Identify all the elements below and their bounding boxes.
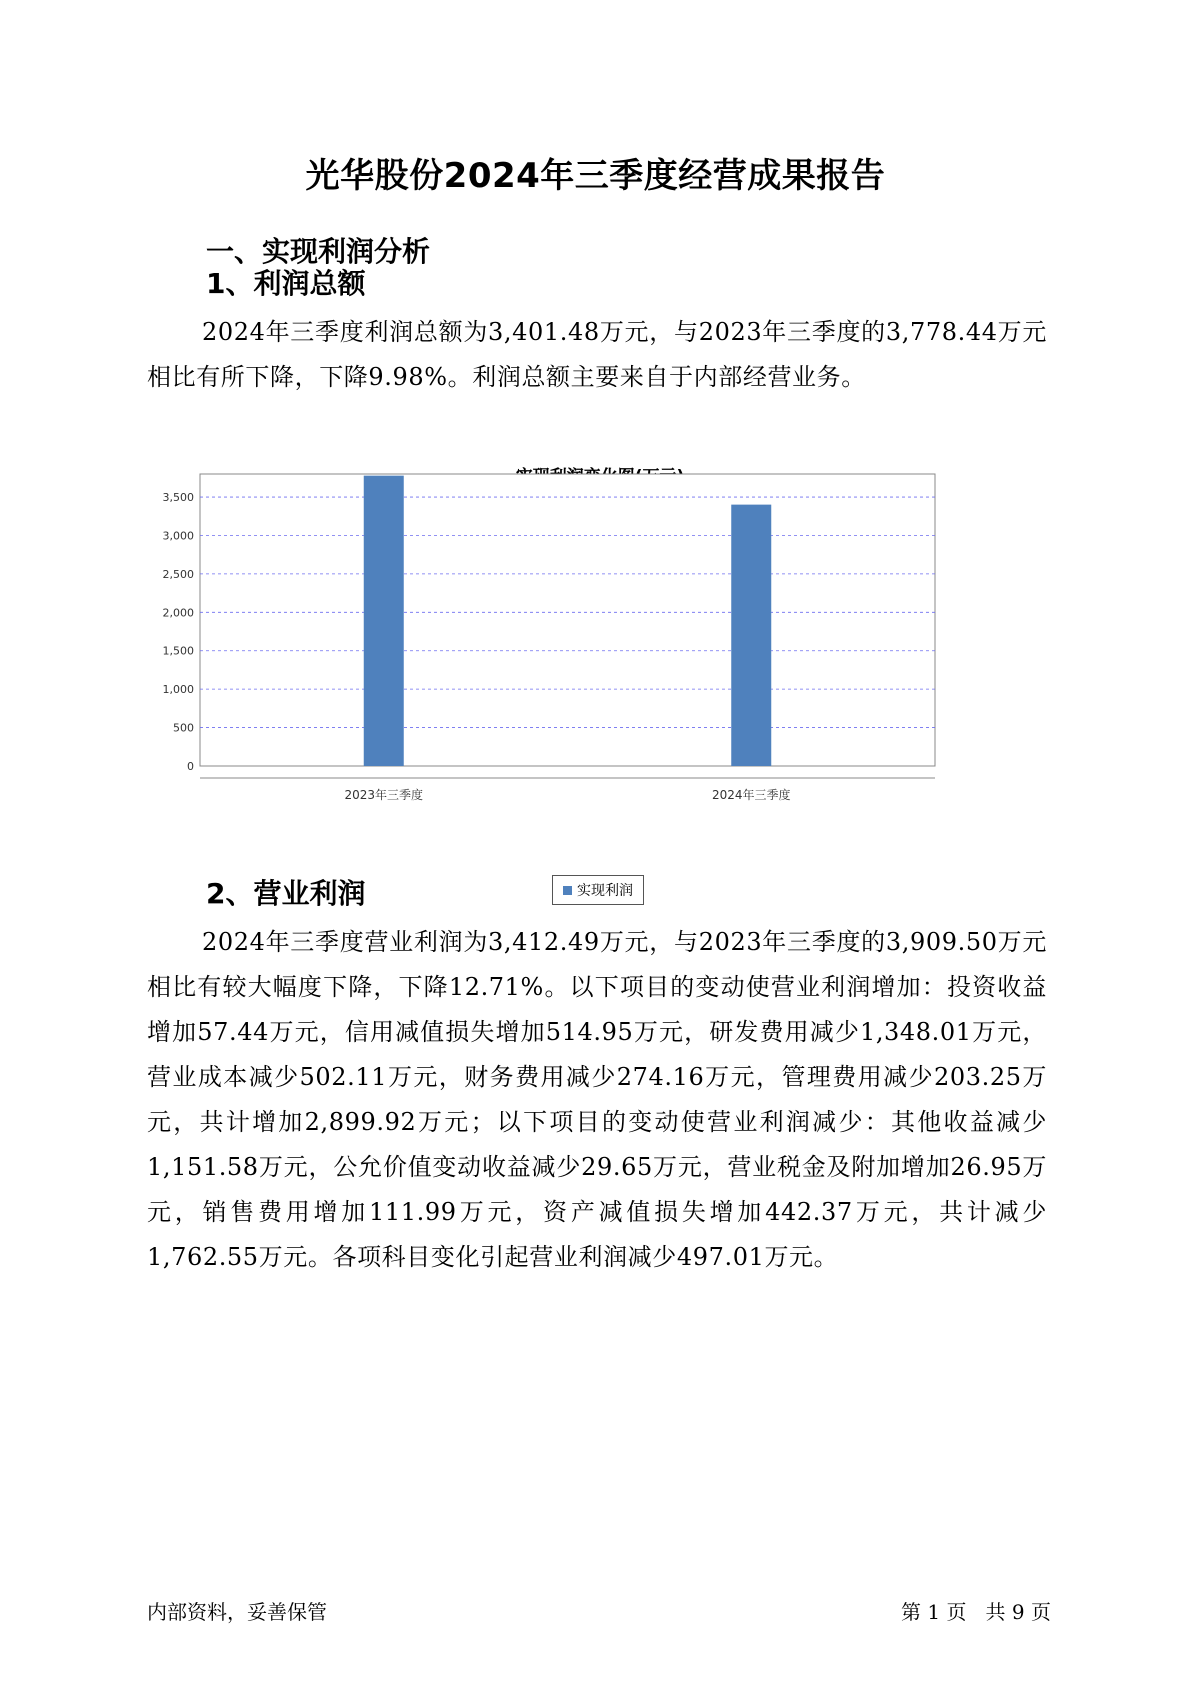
y-tick-label: 1,500 bbox=[162, 644, 194, 658]
paragraph-operating-profit: 2024年三季度营业利润为3,412.49万元，与2023年三季度的3,909.50万元相比有较大幅度下降，下降12.71%。以下项目的变动使营业利润增加：投资收益增加57.44万元，信用减值损失增加514.95万元，研发费用减少1,348.01万元，营业成本减少502.11万元，财务费用减少274.16万元，管理费用减少203.25万元，共计增加2,899.92万元；以下项目的变动使营业利润减少：其他收益减少1,151.58万元，公允价值变动收益减少29.65万元，营业税金及附加增加26.95万元，销售费用增加111.99万元，资产减值损失增加442.37万元，共计减少1,762.55万元。各项科目变化引起营业利润减少497.01万元。 bbox=[147, 928, 1047, 1271]
x-tick-label: 2024年三季度 bbox=[711, 788, 791, 802]
y-tick-label: 500 bbox=[173, 721, 194, 735]
section-heading: 一、实现利润分析 bbox=[206, 235, 431, 268]
bar bbox=[364, 476, 404, 766]
chart-legend bbox=[552, 875, 644, 905]
y-tick-label: 3,000 bbox=[162, 529, 194, 543]
x-tick-label: 2023年三季度 bbox=[344, 788, 424, 802]
bar bbox=[731, 505, 771, 766]
y-tick-label: 2,500 bbox=[162, 567, 194, 581]
y-tick-label: 0 bbox=[187, 760, 194, 773]
paragraph-profit-total: 2024年三季度利润总额为3,401.48万元，与2023年三季度的3,778.44万元相比有所下降，下降9.98%。利润总额主要来自于内部经营业务。 bbox=[147, 318, 1047, 391]
footer-page-number: 第 1 页 共 9 页 bbox=[901, 1600, 1051, 1624]
y-tick-label: 3,500 bbox=[162, 491, 194, 505]
document-title: 光华股份2024年三季度经营成果报告 bbox=[305, 156, 886, 196]
plot-frame bbox=[200, 474, 935, 766]
profit-bar-chart bbox=[160, 458, 1040, 898]
legend-label: 实现利润 bbox=[577, 883, 633, 899]
chart-canvas bbox=[160, 466, 1040, 876]
y-tick-label: 1,000 bbox=[162, 683, 194, 697]
footer-confidential-note: 内部资料，妥善保管 bbox=[147, 1600, 327, 1624]
subsection-heading-profit-total: 1、利润总额 bbox=[206, 267, 366, 300]
legend-swatch bbox=[563, 886, 572, 895]
subsection-heading-operating-profit: 2、营业利润 bbox=[206, 877, 366, 910]
y-tick-label: 2,000 bbox=[162, 606, 194, 620]
